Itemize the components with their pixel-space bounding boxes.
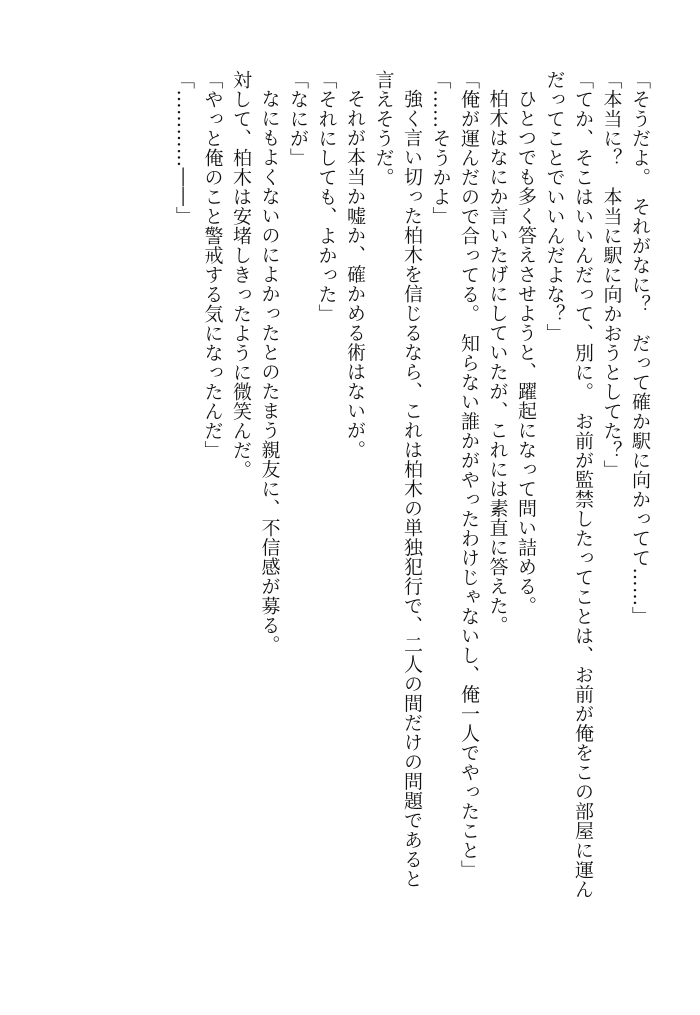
text-line: 強く言い切った柏木を信じるなら、これは柏木の単独犯行で、二人の間だけの問題であると [401, 89, 423, 889]
vertical-text-block [170, 70, 655, 970]
text-line: 柏木はなにか言いたげにしていたが、これには素直に答えた。 [486, 89, 509, 635]
text-line: 言えそうだ。 [372, 70, 395, 187]
text-line: それが本当か嘘か、確かめる術はないが。 [344, 89, 366, 460]
text-line: 「俺が運んだので合ってる。 知らない誰かがやったわけじゃないし、俺一人でやったこと」 [458, 70, 480, 880]
text-line: 「なにが」 [287, 70, 309, 168]
text-line: 「それにしても、よかった」 [315, 70, 338, 324]
text-line: だってことでいいんだよな？」 [543, 70, 566, 343]
text-line: 「てか、そこはいいんだって、別に。 お前が監禁したってことは、お前が俺をこの部屋に運ん [572, 70, 594, 899]
text-line: 対して、柏木は安堵しきったように微笑んだ。 [230, 70, 252, 480]
text-line: 「…………――」 [173, 70, 195, 226]
text-line: 「そうだよ。 それがなに？ だって確か駅に向かってて……」 [629, 70, 651, 626]
text-line: 「本当に？ 本当に駅に向かおうとしてた？」 [600, 70, 623, 480]
text-line: 「……そうかよ」 [429, 70, 452, 226]
text-line: なにもよくないのによかったとのたまう親友に、不信感が募る。 [258, 89, 281, 655]
text-line: 「やっと俺のこと警戒する気になったんだ」 [201, 70, 224, 460]
text-line: ひとつでも多く答えさせようと、躍起になって問い詰める。 [515, 89, 537, 616]
